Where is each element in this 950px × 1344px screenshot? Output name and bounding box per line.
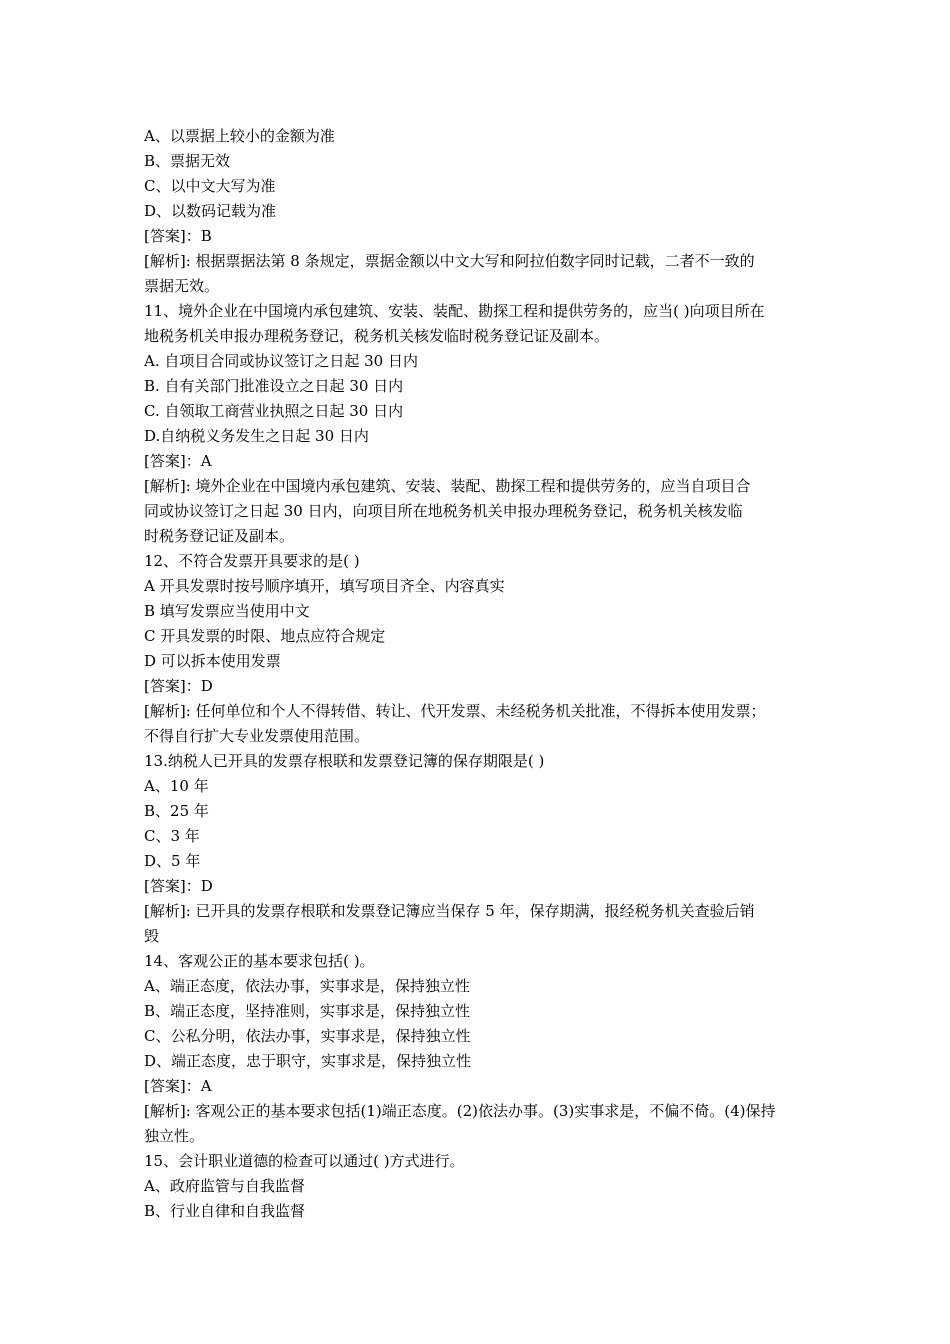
explanation-line: 独立性。 (144, 1127, 205, 1145)
option-line: B 填写发票应当使用中文 (144, 602, 310, 620)
answer-line: [答案]：A (144, 1077, 212, 1095)
explanation-line: [解析]: 任何单位和个人不得转借、转让、代开发票、未经税务机关批准，不得拆本使用发票； (144, 702, 766, 720)
question-line: 15、会计职业道德的检查可以通过( )方式进行。 (144, 1152, 465, 1170)
question-line: 地税务机关申报办理税务登记，税务机关核发临时税务登记证及副本。 (144, 327, 610, 345)
option-line: A、政府监管与自我监督 (144, 1177, 305, 1195)
option-line: C、以中文大写为准 (144, 177, 276, 195)
question-line: 13.纳税人已开具的发票存根联和发票登记簿的保存期限是( ) (144, 752, 545, 770)
answer-line: [答案]：B (144, 227, 212, 245)
explanation-line: 同或协议签订之日起 30 日内，向项目所在地税务机关申报办理税务登记，税务机关核发临 (144, 502, 743, 520)
option-line: D、5 年 (144, 852, 201, 870)
explanation-line: [解析]: 客观公正的基本要求包括(1)端正态度。(2)依法办事。(3)实事求是，不偏不倚。(4)保持 (144, 1102, 776, 1120)
option-line: B、25 年 (144, 802, 209, 820)
option-line: A、端正态度，依法办事，实事求是，保持独立性 (144, 977, 470, 995)
question-line: 14、客观公正的基本要求包括( )。 (144, 952, 375, 970)
question-line: 11、境外企业在中国境内承包建筑、安装、装配、勘探工程和提供劳务的，应当( )向项目所在 (144, 302, 765, 320)
option-line: A、以票据上较小的金额为准 (144, 127, 335, 145)
question-line: 12、不符合发票开具要求的是( ) (144, 552, 360, 570)
document-body (144, 124, 808, 1224)
option-line: A. 自项目合同或协议签订之日起 30 日内 (144, 352, 418, 370)
explanation-line: 票据无效。 (144, 277, 220, 295)
option-line: C、公私分明，依法办事，实事求是，保持独立性 (144, 1027, 471, 1045)
explanation-line: [解析]: 已开具的发票存根联和发票登记簿应当保存 5 年，保存期满，报经税务机关查验后销 (144, 902, 755, 920)
option-line: C、3 年 (144, 827, 200, 845)
answer-line: [答案]：D (144, 877, 213, 895)
option-line: C. 自领取工商营业执照之日起 30 日内 (144, 402, 404, 420)
option-line: A、10 年 (144, 777, 209, 795)
option-line: C 开具发票的时限、地点应符合规定 (144, 627, 386, 645)
explanation-line: [解析]: 境外企业在中国境内承包建筑、安装、装配、勘探工程和提供劳务的，应当自项目合 (144, 477, 751, 495)
explanation-line: 毁 (144, 927, 160, 945)
option-line: B、行业自律和自我监督 (144, 1202, 306, 1220)
option-line: D 可以拆本使用发票 (144, 652, 281, 670)
explanation-line: 时税务登记证及副本。 (144, 527, 295, 545)
option-line: B、端正态度，坚持准则，实事求是，保持独立性 (144, 1002, 471, 1020)
option-line: D、端正态度，忠于职守，实事求是，保持独立性 (144, 1052, 472, 1070)
option-line: B、票据无效 (144, 152, 231, 170)
explanation-line: 不得自行扩大专业发票使用范围。 (144, 727, 370, 745)
option-line: B. 自有关部门批准设立之日起 30 日内 (144, 377, 404, 395)
option-line: D.自纳税义务发生之日起 30 日内 (144, 427, 369, 445)
option-line: D、以数码记载为准 (144, 202, 277, 220)
explanation-line: [解析]: 根据票据法第 8 条规定，票据金额以中文大写和阿拉伯数字同时记载，二者不一致的 (144, 252, 755, 270)
option-line: A 开具发票时按号顺序填开，填写项目齐全、内容真实 (144, 577, 505, 595)
answer-line: [答案]：A (144, 452, 212, 470)
answer-line: [答案]：D (144, 677, 213, 695)
